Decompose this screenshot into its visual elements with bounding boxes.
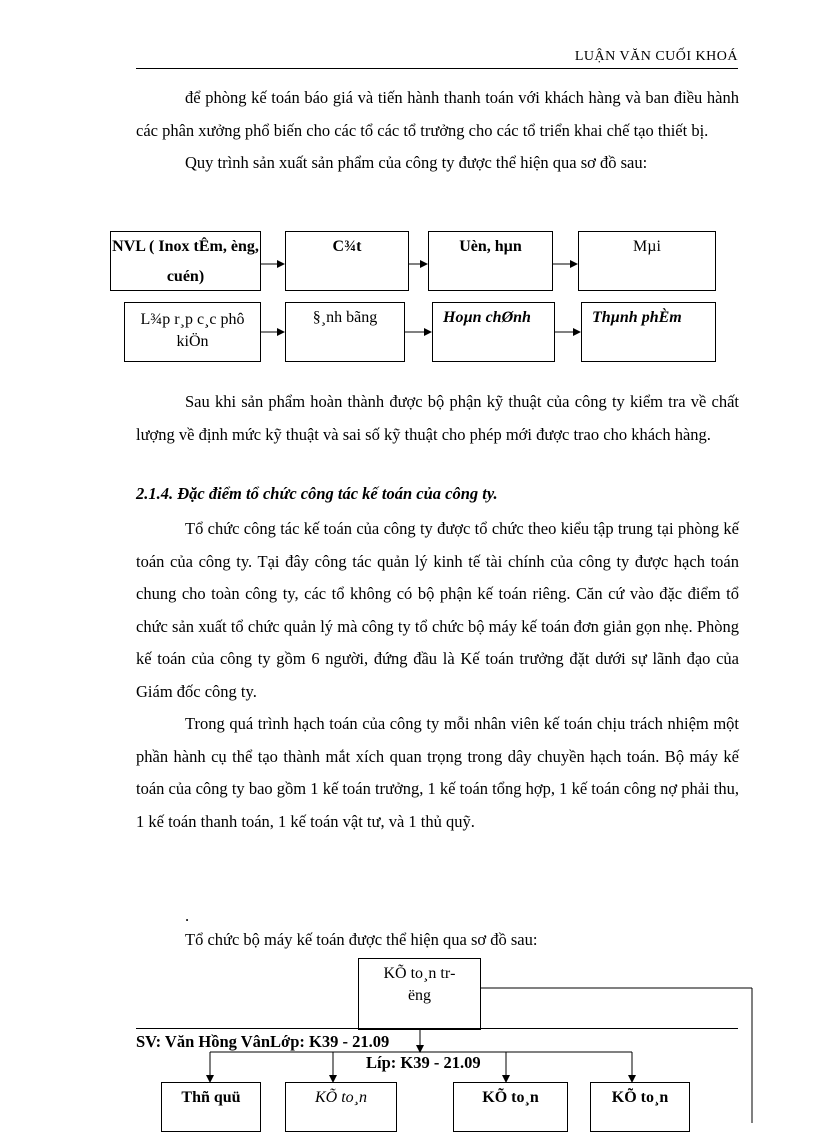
running-header: LUẬN VĂN CUỐI KHOÁ bbox=[574, 49, 738, 64]
flow-box-thanh-pham: Thµnh phÈm bbox=[581, 302, 716, 362]
section-heading: 2.1.4. Đặc điểm tổ chức công tác kế toán của công ty. bbox=[136, 484, 498, 503]
intro-paragraph-1: để phòng kế toán báo giá và tiến hành thanh toán với khách hàng và ban điều hành các phân xưởng phổ biến cho các tổ các tổ trưởng cho các tổ triển khai chế tạo thiết bị. bbox=[136, 88, 739, 140]
flow-box-uon-han: Uèn, hµn bbox=[428, 231, 553, 291]
flow-box-nvl: NVL ( Inox tÊm, èng, cuén) bbox=[110, 231, 261, 291]
org-box-accountant-2: KÕ to¸n bbox=[453, 1082, 568, 1132]
body-paragraph-4: Tổ chức công tác kế toán của công ty được tổ chức theo kiểu tập trung tại phòng kế toán của công ty. Tại đây công tác quản lý kinh tế tài chính của công ty được hạch toán chung cho toàn công ty, các tổ không có bộ phận kế toán riêng. Căn cứ vào đặc điểm tổ chức sản xuất tổ chức quản lý mà công ty tổ chức bộ máy kế toán đơn giản gọn nhẹ. Phòng kế toán của công ty gồm 6 người, đứng đầu là Kế toán trưởng đặt dưới sự lãnh đạo của Giám đốc công ty. bbox=[136, 519, 739, 701]
org-box-accountant-1: KÕ to¸n bbox=[285, 1082, 397, 1132]
flow-box-cat: C¾t bbox=[285, 231, 409, 291]
flow-box-danh-bong: §¸nh bãng bbox=[285, 302, 405, 362]
body-section-2 bbox=[136, 513, 739, 838]
body-paragraph-6: Tổ chức bộ máy kế toán được thể hiện qua sơ đồ sau: bbox=[185, 930, 538, 949]
body-section-1 bbox=[136, 386, 739, 451]
footer-rule bbox=[136, 1028, 738, 1029]
org-box-chief-accountant: KÕ to¸n trëng bbox=[358, 958, 481, 1030]
flow-box-lap-rap: L¾p r¸p c¸c phô kiÖn bbox=[124, 302, 261, 362]
stray-dot: . bbox=[185, 906, 190, 925]
footer-line-1: SV: Văn Hồng VânLớp: K39 - 21.09 bbox=[136, 1032, 390, 1051]
body-paragraph-3: Sau khi sản phẩm hoàn thành được bộ phận kỹ thuật của công ty kiểm tra về chất lượng về định mức kỹ thuật và sai số kỹ thuật cho phép mới được trao cho khách hàng. bbox=[136, 392, 739, 444]
flow-box-mai: Mµi bbox=[578, 231, 716, 291]
body-paragraph-5: Trong quá trình hạch toán của công ty mỗi nhân viên kế toán chịu trách nhiệm một phần hành cụ thể tạo thành mắt xích quan trọng trong dây chuyền hạch toán. Bộ máy kế toán của công ty bao gồm 1 kế toán trưởng, 1 kế toán tổng hợp, 1 kế toán công nợ phải thu, 1 kế toán thanh toán, 1 kế toán vật tư, và 1 thủ quỹ. bbox=[136, 714, 739, 831]
footer-line-2: Líp: K39 - 21.09 bbox=[366, 1053, 481, 1072]
org-box-treasurer: Thñ quü bbox=[161, 1082, 261, 1132]
org-box-accountant-3: KÕ to¸n bbox=[590, 1082, 690, 1132]
flow-box-hoan-chinh: Hoµn chØnh bbox=[432, 302, 555, 362]
intro-paragraph-2: Quy trình sản xuất sản phẩm của công ty được thể hiện qua sơ đồ sau: bbox=[185, 153, 648, 172]
